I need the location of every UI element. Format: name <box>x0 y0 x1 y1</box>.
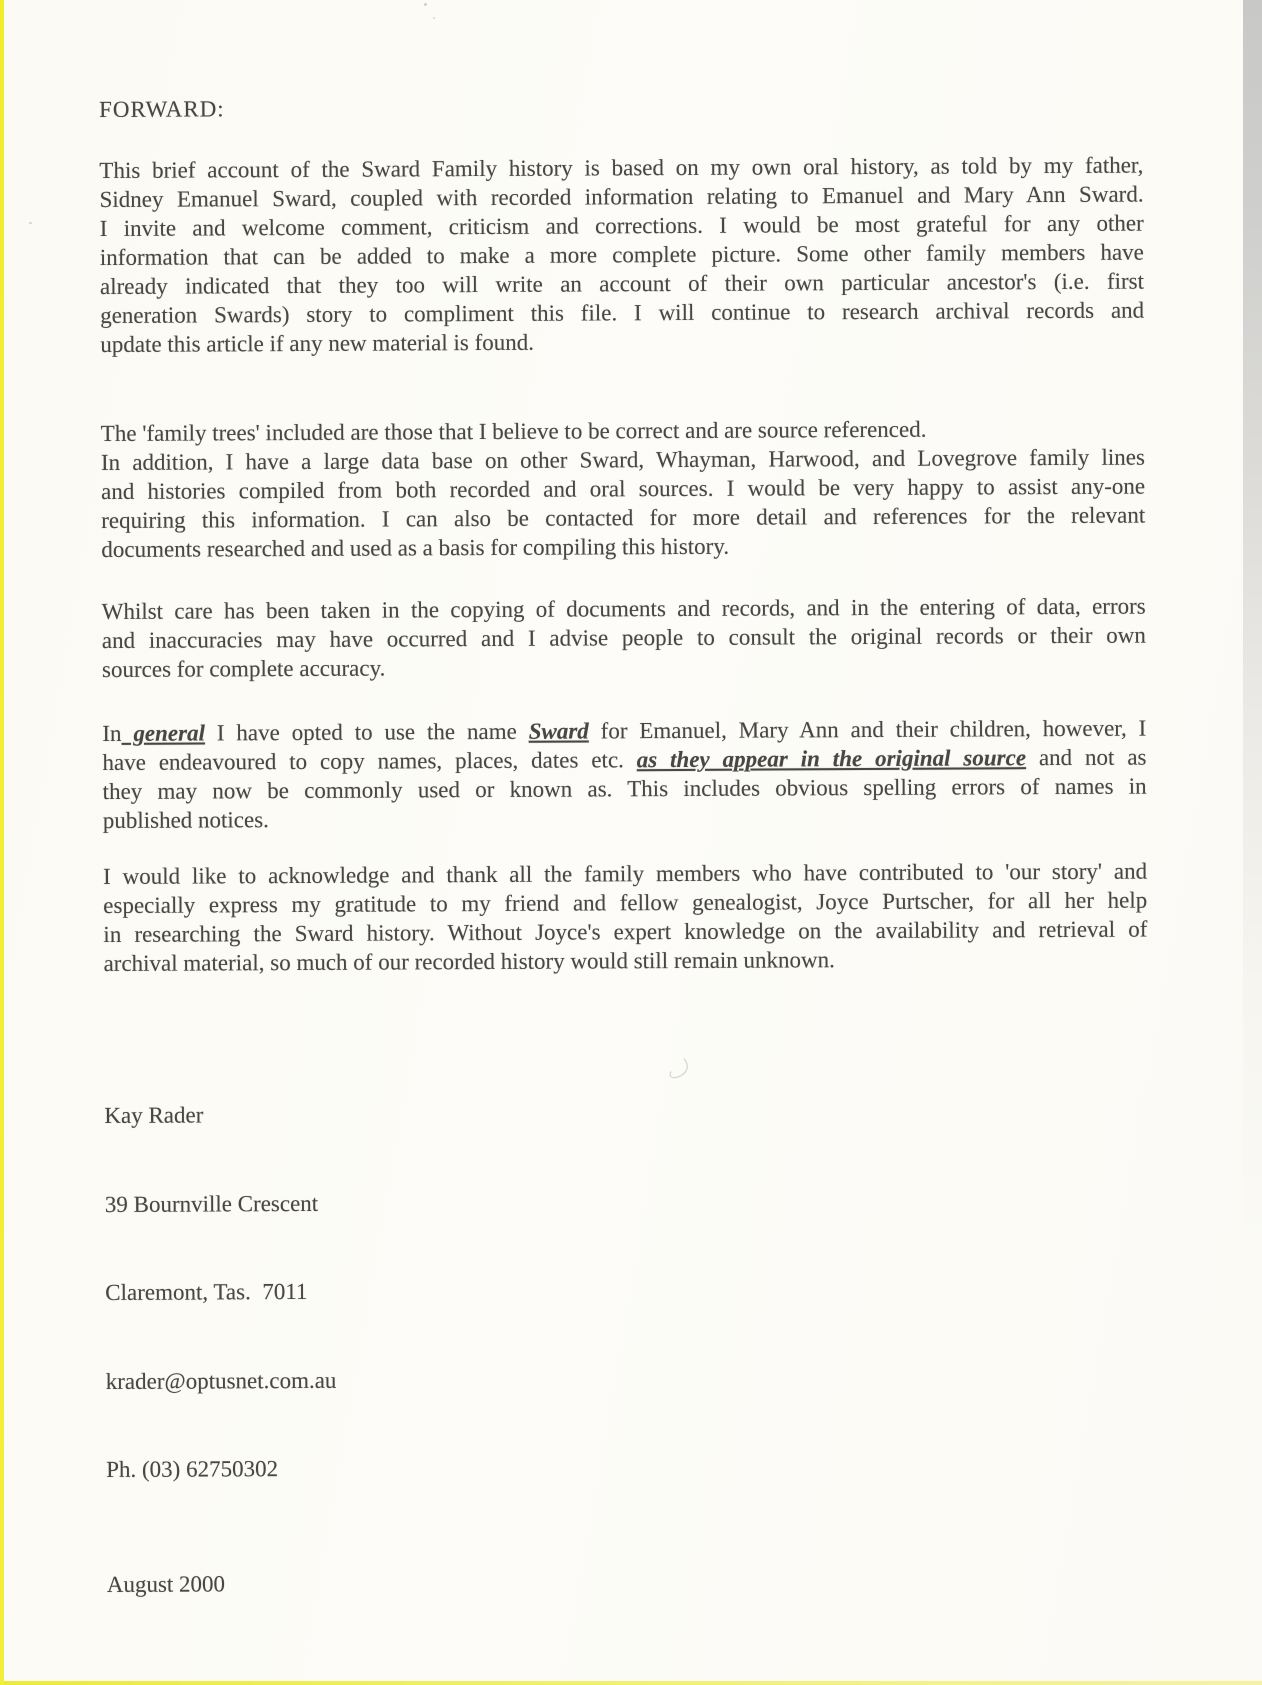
text-line: generation Swards) story to compliment this file. I will continue to research archival records and <box>100 297 1145 328</box>
text-segment: In <box>102 720 122 746</box>
paragraph-family-trees <box>101 414 1146 564</box>
signature-street: 39 Bournville Crescent <box>104 1190 319 1217</box>
letter-date: August 2000 <box>106 1570 226 1597</box>
emphasized-word-general: general <box>121 720 206 746</box>
paragraph-naming-convention <box>102 714 1147 835</box>
text-line: in researching the Sward history. Without Joyce's expert knowledge on the availability and retrieval of <box>103 916 1148 947</box>
scan-artifact-speck <box>29 222 32 224</box>
scan-shadow-right <box>1243 0 1262 1685</box>
text-line: I would like to acknowledge and thank all the family members who have contributed to 'our story' and <box>103 858 1148 889</box>
text-line: In addition, I have a large data base on other Sward, Whayman, Harwood, and Lovegrove family lines <box>100 444 1145 475</box>
text-line: published notices. <box>102 807 269 833</box>
text-line: and inaccuracies may have occurred and I advise people to consult the original records or their own <box>101 622 1146 653</box>
emphasized-phrase-original-source: as they appear in the original source <box>636 745 1027 773</box>
scan-edge-strip-left <box>0 0 4 1685</box>
text-line: documents researched and used as a basis for compiling this history. <box>101 533 730 562</box>
text-line: update this article if any new material is found. <box>100 329 535 357</box>
text-line: and histories compiled from both recorded and oral sources. I would be very happy to assist any-one <box>101 473 1146 504</box>
signature-name: Kay Rader <box>104 1102 204 1128</box>
text-line: Sidney Emanuel Sward, coupled with recorded information relating to Emanuel and Mary Ann Sward. <box>99 181 1144 212</box>
text-line: I invite and welcome comment, criticism and corrections. I would be most grateful for any other <box>99 210 1144 241</box>
text-line: Whilst care has been taken in the copying of documents and records, and in the entering of data, errors <box>101 593 1146 624</box>
letter-body <box>99 90 1151 1599</box>
text-line: they may now be commonly used or known as. This includes obvious spelling errors of names in <box>102 773 1147 804</box>
paragraph-acknowledgement <box>103 857 1148 978</box>
text-line: information that can be added to make a more complete picture. Some other family members have <box>99 239 1144 270</box>
text-segment: I have opted to use the name <box>204 718 529 746</box>
text-line: This brief account of the Sward Family history is based on my own oral history, as told by my father, <box>99 152 1144 183</box>
text-line: already indicated that they too will write an account of their own particular ancestor's (i.e. first <box>99 268 1145 299</box>
text-line: requiring this information. I can also be contacted for more detail and references for the relevant <box>101 502 1146 533</box>
scan-edge-strip-bottom <box>0 1681 1262 1685</box>
text-segment: and not as <box>1025 744 1147 771</box>
text-segment: for Emanuel, Mary Ann and their children, however, I <box>588 715 1147 744</box>
signature-email: krader@optusnet.com.au <box>105 1367 337 1394</box>
text-segment: have endeavoured to copy names, places, dates etc. <box>102 747 637 775</box>
signature-city: Claremont, Tas. 7011 <box>105 1278 308 1305</box>
paragraph-introduction <box>99 151 1144 359</box>
letter-heading: FORWARD: <box>99 96 225 122</box>
text-line: The 'family trees' included are those that I believe to be correct and are source referenced. <box>100 416 927 446</box>
text-line: especially express my gratitude to my friend and fellow genealogist, Joyce Purtscher, for all her help <box>103 887 1148 918</box>
signature-block <box>104 1037 1151 1544</box>
scan-artifact-squiggle <box>663 1056 695 1084</box>
text-line: archival material, so much of our recorded history would still remain unknown. <box>103 947 835 976</box>
scan-artifact-speck <box>433 17 435 19</box>
signature-phone: Ph. (03) 62750302 <box>106 1456 279 1482</box>
scan-artifact-speck <box>424 3 427 6</box>
paragraph-accuracy-disclaimer <box>102 592 1146 684</box>
text-line: sources for complete accuracy. <box>101 655 386 682</box>
emphasized-word-sward: Sward <box>528 718 589 744</box>
